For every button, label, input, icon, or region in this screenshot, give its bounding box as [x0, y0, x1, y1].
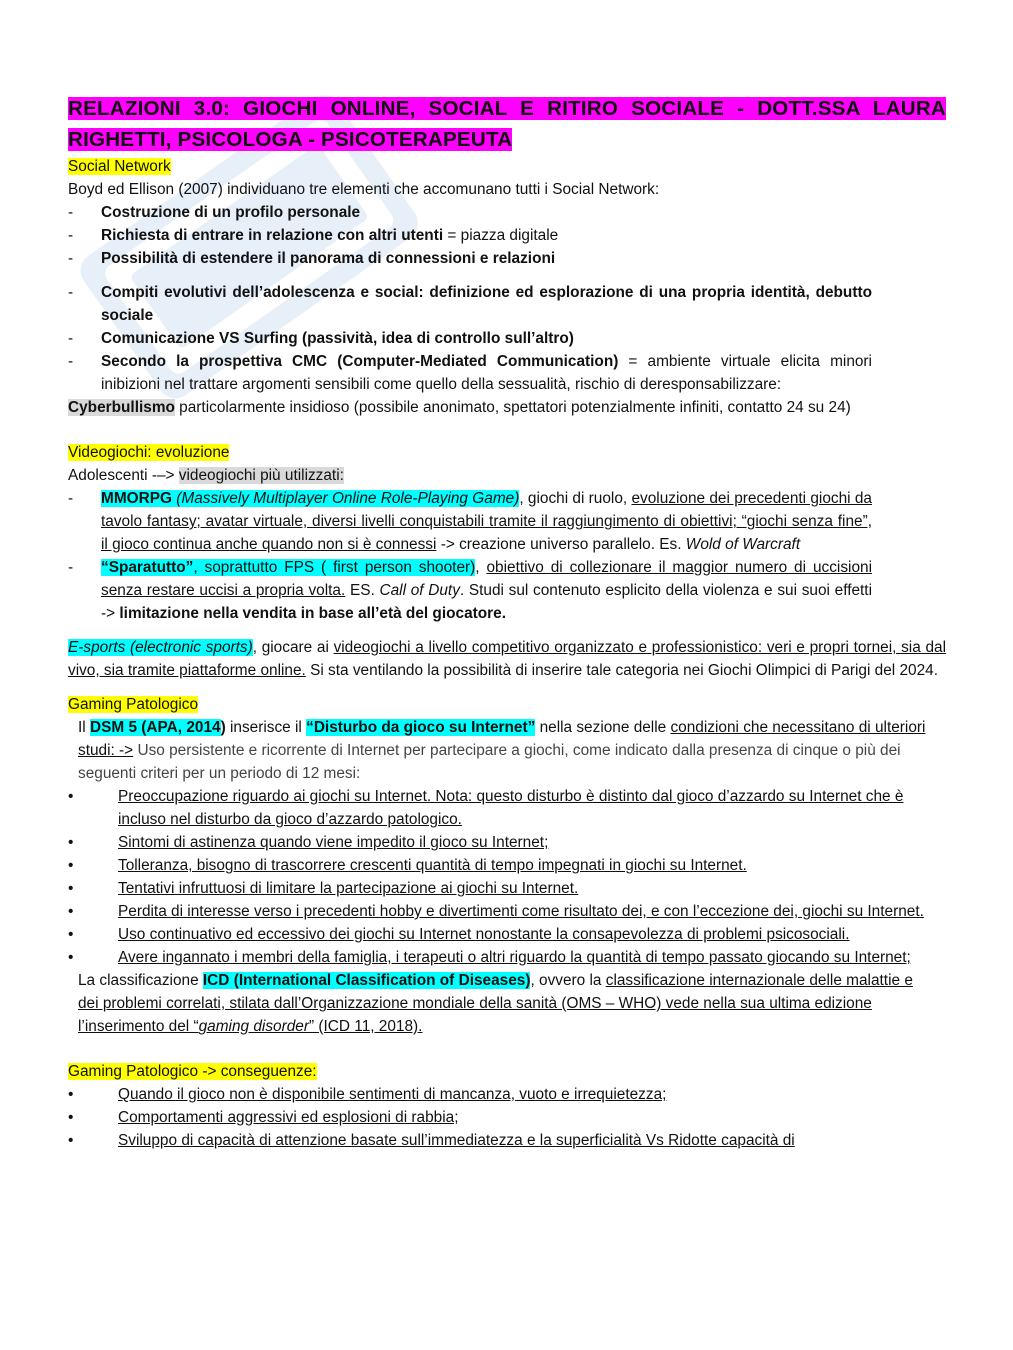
section-heading-social: Social Network — [68, 158, 171, 175]
social-intro: Boyd ed Ellison (2007) individuano tre elementi che accomunano tutti i Social Network: — [68, 181, 660, 198]
cyberbullying-paragraph: Cyberbullismo particolarmente insidioso (possibile anonimato, spettatori potenzialmente infiniti, contatto 24 su 24) — [68, 399, 851, 416]
list-item: - Comunicazione VS Surfing (passività, idea di controllo sull’altro) — [68, 330, 574, 347]
list-item: • Tolleranza, bisogno di trascorrere crescenti quantità di tempo impegnati in giochi su Internet. — [68, 857, 747, 874]
list-item: - Secondo la prospettiva CMC (Computer-Mediated Communication) = ambiente virtuale elicita minori inibizioni nel trattare argomenti sensibili come quello della sessualità, rischio di deresponsabilizzare: — [68, 353, 872, 393]
videogames-intro: Adolescenti -–> videogiochi più utilizzati: — [68, 467, 344, 484]
list-item: • Sviluppo di capacità di attenzione basate sull’immediatezza e la superficialità Vs Ridotte capacità di — [68, 1132, 795, 1149]
list-item: - Compiti evolutivi dell’adolescenza e social: definizione ed esplorazione di una propria identità, debutto sociale — [68, 284, 872, 324]
list-item: - MMORPG (Massively Multiplayer Online Role-Playing Game), giochi di ruolo, evoluzione dei precedenti giochi da tavolo fantasy; avatar virtuale, diversi livelli conquistabili tramite il raggiungimento di obiettivi; “giochi senza fine”, il gioco continua anche quando non si è connessi -> creazione universo parallelo. Es. Wold of Warcraft — [68, 490, 872, 553]
icd-paragraph: La classificazione ICD (International Classification of Diseases), ovvero la classificazione internazionale delle malattie e dei problemi correlati, stilata dall’Organizzazione mondiale della sanità (OMS – WHO) vede nella sua ultima edizione l’inserimento del “gaming disorder” (ICD 11, 2018). — [78, 972, 913, 1035]
esports-paragraph: E-sports (electronic sports), giocare ai videogiochi a livello competitivo organizzato e professionistico: veri e propri tornei, sia dal vivo, sia tramite piattaforme online. Si sta ventilando la possibilità di inserire tale categoria nei Giochi Olimpici di Parigi del 2024. — [68, 639, 946, 679]
list-item: • Quando il gioco non è disponibile sentimenti di mancanza, vuoto e irrequietezza; — [68, 1086, 667, 1103]
page-title: RELAZIONI 3.0: GIOCHI ONLINE, SOCIAL E RITIRO SOCIALE - DOTT.SSA LAURA RIGHETTI, PSICOLOGA - PSICOTERAPEUTA — [68, 97, 946, 151]
consequences-list — [68, 1083, 946, 1152]
section-heading-consequences: Gaming Patologico -> conseguenze: — [68, 1063, 317, 1080]
section-heading-videogames: Videogiochi: evoluzione — [68, 444, 230, 461]
social-list — [68, 201, 946, 396]
list-item: - Richiesta di entrare in relazione con altri utenti = piazza digitale — [68, 227, 559, 244]
list-item: • Tentativi infruttuosi di limitare la partecipazione ai giochi su Internet. — [68, 880, 579, 897]
section-heading-gaming: Gaming Patologico — [68, 696, 199, 713]
list-item: • Preoccupazione riguardo ai giochi su Internet. Nota: questo disturbo è distinto dal gioco d’azzardo su Internet che è incluso nel disturbo da gioco d’azzardo patologico. — [68, 788, 904, 828]
list-item: • Comportamenti aggressivi ed esplosioni di rabbia; — [68, 1109, 459, 1126]
list-item: • Avere ingannato i membri della famiglia, i terapeuti o altri riguardo la quantità di tempo passato giocando su Internet; — [68, 949, 911, 966]
dsm-paragraph: Il DSM 5 (APA, 2014) inserisce il “Disturbo da gioco su Internet” nella sezione delle condizioni che necessitano di ulteriori studi: -> Uso persistente e ricorrente di Internet per partecipare a giochi, come indicato dalla presenza di cinque o più dei seguenti criteri per un periodo di 12 mesi: — [78, 719, 926, 782]
videogames-list — [68, 487, 946, 625]
list-item: - “Sparatutto”, soprattutto FPS ( first person shooter), obiettivo di collezionare il maggior numero di uccisioni senza restare uccisi a propria volta. ES. Call of Duty. Studi sul contenuto esplicito della violenza e sui suoi effetti -> limitazione nella vendita in base all’età del giocatore. — [68, 559, 873, 622]
document-content — [68, 93, 946, 1152]
criteria-list — [68, 785, 946, 969]
list-item: - Possibilità di estendere il panorama di connessioni e relazioni — [68, 250, 556, 267]
list-item: • Perdita di interesse verso i precedenti hobby e divertimenti come risultato dei, e con l’eccezione dei, giochi su Internet. — [68, 903, 924, 920]
list-item: - Costruzione di un profilo personale — [68, 204, 361, 221]
list-item: • Uso continuativo ed eccessivo dei giochi su Internet nonostante la consapevolezza di problemi psicosociali. — [68, 926, 850, 943]
list-item: • Sintomi di astinenza quando viene impedito il gioco su Internet; — [68, 834, 549, 851]
